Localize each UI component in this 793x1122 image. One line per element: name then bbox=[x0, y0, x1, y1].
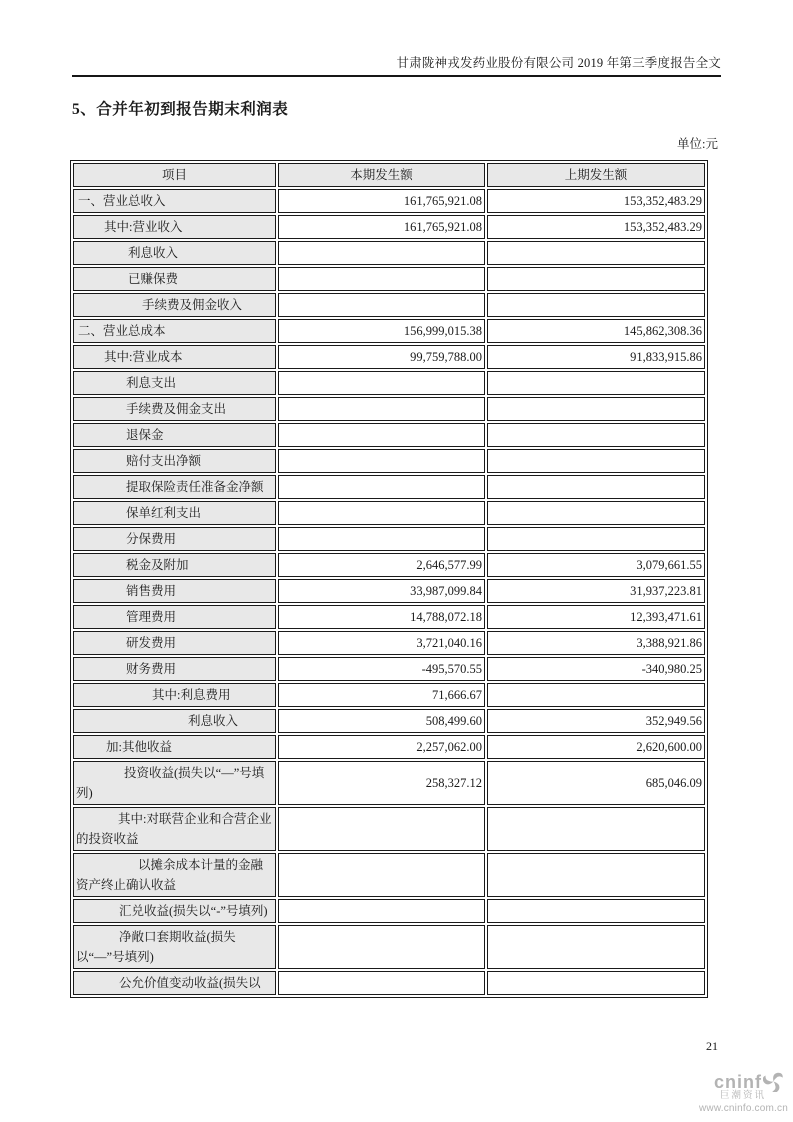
row-label-cell: 汇兑收益(损失以“-”号填列) bbox=[73, 899, 276, 923]
table-row bbox=[73, 371, 705, 395]
column-header-item: 项目 bbox=[73, 163, 276, 187]
prior-value-cell: 153,352,483.29 bbox=[487, 189, 705, 213]
prior-value-cell bbox=[487, 293, 705, 317]
row-label-cell: 手续费及佣金支出 bbox=[73, 397, 276, 421]
table-row bbox=[73, 215, 705, 239]
current-value-cell bbox=[278, 241, 485, 265]
prior-value-cell bbox=[487, 475, 705, 499]
prior-value-cell bbox=[487, 501, 705, 525]
row-label-cell: 以摊余成本计量的金融资产终止确认收益 bbox=[73, 853, 276, 897]
table-row bbox=[73, 241, 705, 265]
row-label-cell: 加:其他收益 bbox=[73, 735, 276, 759]
table-row bbox=[73, 735, 705, 759]
current-value-cell bbox=[278, 527, 485, 551]
prior-value-cell: 91,833,915.86 bbox=[487, 345, 705, 369]
table-row bbox=[73, 657, 705, 681]
prior-value-cell bbox=[487, 241, 705, 265]
table-row bbox=[73, 553, 705, 577]
current-value-cell: 2,257,062.00 bbox=[278, 735, 485, 759]
prior-value-cell bbox=[487, 267, 705, 291]
row-label-cell: 提取保险责任准备金净额 bbox=[73, 475, 276, 499]
current-value-cell: 2,646,577.99 bbox=[278, 553, 485, 577]
table-row bbox=[73, 501, 705, 525]
table-row bbox=[73, 683, 705, 707]
page-header-title: 甘肃陇神戎发药业股份有限公司 2019 年第三季度报告全文 bbox=[396, 56, 721, 70]
table-row bbox=[73, 925, 705, 969]
prior-value-cell bbox=[487, 527, 705, 551]
prior-value-cell bbox=[487, 397, 705, 421]
table-row bbox=[73, 293, 705, 317]
table-row bbox=[73, 971, 705, 995]
row-label-cell: 保单红利支出 bbox=[73, 501, 276, 525]
prior-value-cell bbox=[487, 807, 705, 851]
prior-value-cell bbox=[487, 899, 705, 923]
prior-value-cell: 3,079,661.55 bbox=[487, 553, 705, 577]
table-row bbox=[73, 579, 705, 603]
row-label-cell: 一、营业总收入 bbox=[73, 189, 276, 213]
prior-value-cell bbox=[487, 423, 705, 447]
cninfo-logo-url: www.cninfo.com.cn bbox=[699, 1103, 788, 1114]
row-label-cell: 投资收益(损失以“—”号填列) bbox=[73, 761, 276, 805]
current-value-cell: 161,765,921.08 bbox=[278, 215, 485, 239]
table-row bbox=[73, 761, 705, 805]
header-divider bbox=[72, 75, 721, 77]
prior-value-cell bbox=[487, 449, 705, 473]
row-label-cell: 税金及附加 bbox=[73, 553, 276, 577]
table-row bbox=[73, 397, 705, 421]
current-value-cell: 33,987,099.84 bbox=[278, 579, 485, 603]
table-row bbox=[73, 449, 705, 473]
cninfo-logo-text: cninf bbox=[714, 1071, 762, 1092]
prior-value-cell bbox=[487, 925, 705, 969]
section-title: 5、合并年初到报告期末利润表 bbox=[72, 101, 289, 118]
row-label-cell: 其中:对联营企业和合营企业的投资收益 bbox=[73, 807, 276, 851]
row-label-cell: 研发费用 bbox=[73, 631, 276, 655]
table-row bbox=[73, 345, 705, 369]
row-label-cell: 管理费用 bbox=[73, 605, 276, 629]
current-value-cell bbox=[278, 475, 485, 499]
prior-value-cell bbox=[487, 683, 705, 707]
current-value-cell bbox=[278, 853, 485, 897]
cninfo-logo-subtitle: 巨潮资讯 bbox=[719, 1090, 766, 1101]
current-value-cell: 161,765,921.08 bbox=[278, 189, 485, 213]
table-row bbox=[73, 807, 705, 851]
row-label-cell: 分保费用 bbox=[73, 527, 276, 551]
prior-value-cell bbox=[487, 971, 705, 995]
current-value-cell bbox=[278, 899, 485, 923]
row-label-cell: 其中:利息费用 bbox=[73, 683, 276, 707]
row-label-cell: 利息支出 bbox=[73, 371, 276, 395]
row-label-cell: 利息收入 bbox=[73, 241, 276, 265]
table-row bbox=[73, 527, 705, 551]
row-label-cell: 赔付支出净额 bbox=[73, 449, 276, 473]
column-header-current: 本期发生额 bbox=[278, 163, 485, 187]
current-value-cell bbox=[278, 925, 485, 969]
table-row bbox=[73, 267, 705, 291]
table-row bbox=[73, 631, 705, 655]
table-header-row bbox=[73, 163, 705, 187]
row-label-cell: 其中:营业收入 bbox=[73, 215, 276, 239]
row-label-cell: 财务费用 bbox=[73, 657, 276, 681]
current-value-cell bbox=[278, 807, 485, 851]
table-row bbox=[73, 475, 705, 499]
current-value-cell bbox=[278, 397, 485, 421]
prior-value-cell: 3,388,921.86 bbox=[487, 631, 705, 655]
row-label-cell: 净敞口套期收益(损失以“—”号填列) bbox=[73, 925, 276, 969]
prior-value-cell: 31,937,223.81 bbox=[487, 579, 705, 603]
current-value-cell: 14,788,072.18 bbox=[278, 605, 485, 629]
prior-value-cell: 685,046.09 bbox=[487, 761, 705, 805]
row-label-cell: 利息收入 bbox=[73, 709, 276, 733]
prior-value-cell: 153,352,483.29 bbox=[487, 215, 705, 239]
income-statement-table-wrap bbox=[70, 160, 708, 998]
prior-value-cell bbox=[487, 371, 705, 395]
current-value-cell: 258,327.12 bbox=[278, 761, 485, 805]
table-row bbox=[73, 423, 705, 447]
cninfo-logo bbox=[699, 1071, 790, 1115]
column-header-prior: 上期发生额 bbox=[487, 163, 705, 187]
current-value-cell bbox=[278, 293, 485, 317]
current-value-cell: 3,721,040.16 bbox=[278, 631, 485, 655]
current-value-cell: 156,999,015.38 bbox=[278, 319, 485, 343]
current-value-cell: 71,666.67 bbox=[278, 683, 485, 707]
row-label-cell: 销售费用 bbox=[73, 579, 276, 603]
income-statement-table bbox=[70, 160, 708, 998]
prior-value-cell: -340,980.25 bbox=[487, 657, 705, 681]
current-value-cell: 508,499.60 bbox=[278, 709, 485, 733]
current-value-cell bbox=[278, 971, 485, 995]
current-value-cell: -495,570.55 bbox=[278, 657, 485, 681]
current-value-cell bbox=[278, 371, 485, 395]
current-value-cell: 99,759,788.00 bbox=[278, 345, 485, 369]
cninfo-swirl-icon bbox=[763, 1071, 784, 1092]
prior-value-cell: 2,620,600.00 bbox=[487, 735, 705, 759]
row-label-cell: 已赚保费 bbox=[73, 267, 276, 291]
table-row bbox=[73, 899, 705, 923]
table-row bbox=[73, 605, 705, 629]
current-value-cell bbox=[278, 501, 485, 525]
page-number: 21 bbox=[706, 1039, 718, 1053]
row-label-cell: 其中:营业成本 bbox=[73, 345, 276, 369]
prior-value-cell: 145,862,308.36 bbox=[487, 319, 705, 343]
table-row bbox=[73, 189, 705, 213]
prior-value-cell: 352,949.56 bbox=[487, 709, 705, 733]
row-label-cell: 退保金 bbox=[73, 423, 276, 447]
current-value-cell bbox=[278, 423, 485, 447]
row-label-cell: 手续费及佣金收入 bbox=[73, 293, 276, 317]
prior-value-cell: 12,393,471.61 bbox=[487, 605, 705, 629]
current-value-cell bbox=[278, 267, 485, 291]
table-row bbox=[73, 319, 705, 343]
table-row bbox=[73, 709, 705, 733]
row-label-cell: 公允价值变动收益(损失以 bbox=[73, 971, 276, 995]
row-label-cell: 二、营业总成本 bbox=[73, 319, 276, 343]
current-value-cell bbox=[278, 449, 485, 473]
unit-label: 单位:元 bbox=[677, 137, 718, 151]
table-row bbox=[73, 853, 705, 897]
prior-value-cell bbox=[487, 853, 705, 897]
